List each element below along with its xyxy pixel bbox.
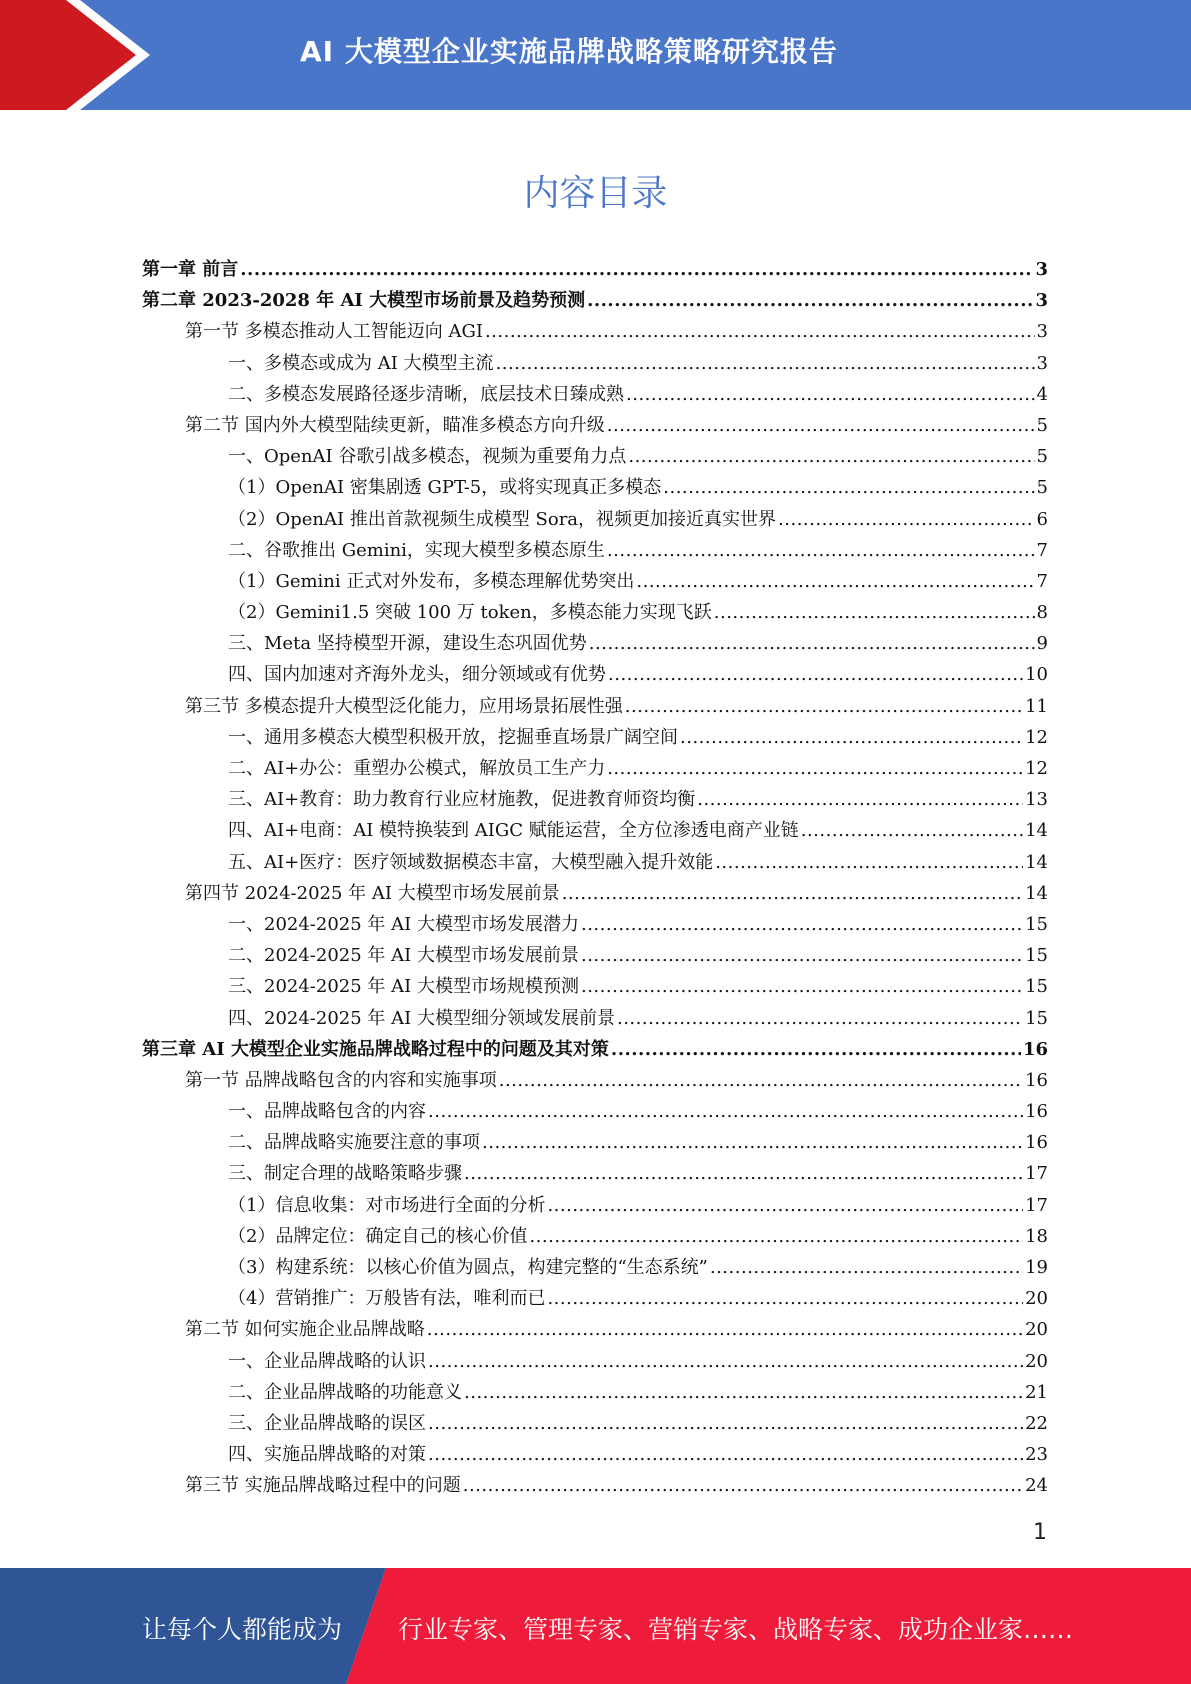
toc-entry[interactable] [142,535,1048,566]
toc-dot-leader [710,1252,1023,1283]
toc-entry-page: 16 [1025,1069,1048,1091]
toc-entry-page: 18 [1025,1225,1048,1247]
toc-entry[interactable] [142,254,1048,285]
toc-entry[interactable] [142,691,1048,722]
toc-entry-label: （1）Gemini 正式对外发布，多模态理解优势突出 [228,570,635,592]
toc-entry-page: 11 [1025,695,1048,717]
toc-dot-leader [428,1408,1023,1439]
toc-entry-label: 三、Meta 坚持模型开源，建设生态巩固优势 [228,633,587,655]
toc-entry[interactable] [142,410,1048,441]
toc-entry[interactable] [142,379,1048,410]
toc-dot-leader [636,566,1034,597]
toc-dot-leader [463,1470,1023,1501]
document-title: AI 大模型企业实施品牌战略策略研究报告 [300,35,838,68]
toc-dot-leader [778,504,1035,535]
toc-entry[interactable] [142,1314,1048,1345]
table-of-contents [142,254,1048,1502]
toc-entry-page: 7 [1036,570,1048,592]
toc-entry-label: 二、2024-2025 年 AI 大模型市场发展前景 [228,945,579,967]
toc-entry-label: 第二章 2023-2028 年 AI 大模型市场前景及趋势预测 [142,290,586,312]
toc-entry[interactable] [142,847,1048,878]
toc-dot-leader [485,316,1035,347]
toc-entry-page: 7 [1036,539,1048,561]
toc-entry-page: 20 [1025,1288,1048,1310]
toc-entry-page: 14 [1025,882,1048,904]
toc-dot-leader [581,940,1023,971]
toc-dot-leader [663,472,1034,503]
footer-band [0,1568,1191,1684]
toc-entry-label: 一、2024-2025 年 AI 大模型市场发展潜力 [228,913,579,935]
toc-entry[interactable] [142,285,1048,316]
toc-entry[interactable] [142,1377,1048,1408]
toc-dot-leader [464,1158,1023,1189]
toc-entry[interactable] [142,1252,1048,1283]
toc-entry-label: （3）构建系统：以核心价值为圆点，构建完整的“生态系统” [228,1257,708,1278]
toc-entry[interactable] [142,566,1048,597]
toc-entry-page: 13 [1025,789,1048,811]
toc-entry-label: （2）OpenAI 推出首款视频生成模型 Sora，视频更加接近真实世界 [228,508,777,530]
toc-entry-label: 一、品牌战略包含的内容 [228,1101,426,1123]
toc-entry[interactable] [142,628,1048,659]
page-number: 1 [1033,1520,1047,1545]
toc-entry-label: 第三章 AI 大模型企业实施品牌战略过程中的问题及其对策 [142,1038,609,1060]
toc-entry[interactable] [142,1034,1048,1065]
toc-entry-label: （1）信息收集：对市场进行全面的分析 [228,1194,546,1216]
toc-entry-label: 四、AI+电商：AI 模特换装到 AIGC 赋能运营，全方位渗透电商产业链 [228,820,799,842]
toc-dot-leader [581,971,1023,1002]
toc-entry-label: 五、AI+医疗：医疗领域数据模态丰富，大模型融入提升效能 [228,851,714,873]
toc-entry-label: 第一节 品牌战略包含的内容和实施事项 [185,1069,497,1091]
toc-entry-page: 17 [1025,1163,1048,1185]
toc-dot-leader [611,1034,1021,1065]
toc-entry[interactable] [142,1065,1048,1096]
toc-dot-leader [428,1096,1023,1127]
toc-entry-page: 24 [1025,1475,1048,1497]
toc-entry-page: 10 [1025,664,1048,686]
toc-entry-label: 一、通用多模态大模型积极开放，挖掘垂直场景广阔空间 [228,726,678,748]
toc-entry-label: 四、国内加速对齐海外龙头，细分领域或有优势 [228,664,606,686]
toc-entry-page: 14 [1025,851,1048,873]
toc-entry-label: 一、多模态或成为 AI 大模型主流 [228,352,494,374]
toc-dot-leader [428,1439,1023,1470]
toc-entry-page: 9 [1036,633,1048,655]
toc-entry-label: 三、制定合理的战略策略步骤 [228,1163,462,1185]
toc-entry-page: 5 [1036,477,1048,499]
toc-dot-leader [499,1065,1023,1096]
toc-dot-leader [547,1283,1023,1314]
toc-dot-leader [427,1314,1023,1345]
toc-entry[interactable] [142,1346,1048,1377]
toc-dot-leader [587,285,1033,316]
toc-dot-leader [547,1190,1023,1221]
toc-entry[interactable] [142,1003,1048,1034]
toc-entry-page: 3 [1035,259,1048,280]
toc-entry[interactable] [142,1127,1048,1158]
toc-dot-leader [589,628,1035,659]
toc-entry[interactable] [142,940,1048,971]
toc-entry-page: 15 [1025,976,1048,998]
toc-dot-leader [608,659,1023,690]
toc-entry-label: 第三节 实施品牌战略过程中的问题 [185,1475,461,1497]
toc-dot-leader [697,784,1023,815]
header-band [0,0,1191,110]
toc-dot-leader [581,909,1023,940]
toc-entry-page: 16 [1025,1101,1048,1123]
toc-entry-page: 16 [1025,1132,1048,1154]
toc-entry[interactable] [142,1439,1048,1470]
toc-dot-leader [529,1221,1023,1252]
toc-entry-label: 二、多模态发展路径逐步清晰，底层技术日臻成熟 [228,383,624,405]
toc-entry[interactable] [142,597,1048,628]
toc-entry-page: 5 [1036,446,1048,468]
toc-entry-page: 14 [1025,820,1048,842]
toc-entry[interactable] [142,1470,1048,1501]
toc-entry-page: 5 [1036,414,1048,436]
toc-dot-leader [562,878,1023,909]
toc-entry-page: 20 [1025,1319,1048,1341]
toc-entry-label: 三、2024-2025 年 AI 大模型市场规模预测 [228,976,579,998]
toc-entry-label: （1）OpenAI 密集剧透 GPT-5，或将实现真正多模态 [228,477,662,499]
toc-entry-label: 二、企业品牌战略的功能意义 [228,1381,462,1403]
toc-entry-label: 一、OpenAI 谷歌引战多模态，视频为重要角力点 [228,446,627,468]
toc-entry-label: 三、AI+教育：助力教育行业应材施教，促进教育师资均衡 [228,789,696,811]
toc-entry[interactable] [142,1221,1048,1252]
toc-entry-label: 第三节 多模态提升大模型泛化能力，应用场景拓展性强 [185,695,623,717]
toc-entry[interactable] [142,1408,1048,1439]
toc-entry-page: 21 [1025,1381,1048,1403]
toc-entry[interactable] [142,504,1048,535]
toc-entry-page: 12 [1025,726,1048,748]
toc-entry[interactable] [142,659,1048,690]
toc-entry-page: 20 [1025,1350,1048,1372]
toc-entry-page: 15 [1025,913,1048,935]
toc-entry-page: 22 [1025,1412,1048,1434]
toc-entry-label: 一、企业品牌战略的认识 [228,1350,426,1372]
toc-dot-leader [240,254,1033,285]
toc-entry-label: 二、品牌战略实施要注意的事项 [228,1132,480,1154]
toc-entry-label: （2）Gemini1.5 突破 100 万 token，多模态能力实现飞跃 [228,602,712,624]
toc-dot-leader [428,1346,1023,1377]
toc-entry[interactable] [142,878,1048,909]
toc-entry-label: 第四节 2024-2025 年 AI 大模型市场发展前景 [185,882,560,904]
toc-entry[interactable] [142,815,1048,846]
toc-entry[interactable] [142,472,1048,503]
toc-entry-page: 8 [1036,602,1048,624]
toc-entry-page: 16 [1022,1038,1048,1060]
toc-entry[interactable] [142,971,1048,1002]
toc-entry-label: （2）品牌定位：确定自己的核心价值 [228,1225,528,1247]
toc-entry[interactable] [142,348,1048,379]
toc-entry[interactable] [142,909,1048,940]
footer-slogan-right: 行业专家、管理专家、营销专家、战略专家、成功企业家…… [398,1615,1074,1644]
toc-entry-page: 3 [1035,290,1048,312]
toc-entry[interactable] [142,1158,1048,1189]
toc-entry-label: 三、企业品牌战略的误区 [228,1412,426,1434]
toc-dot-leader [714,597,1035,628]
toc-dot-leader [607,535,1035,566]
toc-dot-leader [680,722,1023,753]
toc-entry-label: 第二节 国内外大模型陆续更新，瞄准多模态方向升级 [185,414,605,436]
toc-heading: 内容目录 [523,173,668,214]
toc-entry-page: 6 [1036,508,1048,530]
toc-entry-page: 3 [1036,321,1048,343]
toc-dot-leader [715,847,1023,878]
toc-entry-page: 23 [1025,1444,1048,1466]
toc-entry-label: 四、2024-2025 年 AI 大模型细分领域发展前景 [228,1007,615,1029]
toc-dot-leader [625,691,1023,722]
toc-entry-page: 12 [1025,758,1048,779]
toc-dot-leader [617,1003,1023,1034]
toc-entry-label: 二、谷歌推出 Gemini，实现大模型多模态原生 [228,539,605,561]
toc-entry-label: （4）营销推广：万般皆有法，唯利而已 [228,1288,546,1310]
toc-entry-page: 4 [1036,383,1048,405]
toc-entry-page: 15 [1025,1007,1048,1029]
toc-dot-leader [607,410,1035,441]
toc-dot-leader [801,815,1023,846]
toc-entry-page: 17 [1025,1194,1048,1216]
toc-entry[interactable] [142,1190,1048,1221]
toc-entry[interactable] [142,316,1048,347]
toc-entry-label: 第二节 如何实施企业品牌战略 [185,1319,425,1341]
toc-dot-leader [496,348,1035,379]
toc-dot-leader [482,1127,1023,1158]
toc-dot-leader [607,753,1023,784]
toc-entry[interactable] [142,441,1048,472]
toc-entry-label: 第一章 前言 [142,259,239,280]
footer-slogan-left: 让每个人都能成为 [142,1615,343,1644]
toc-dot-leader [626,379,1035,410]
toc-entry-label: 四、实施品牌战略的对策 [228,1444,426,1466]
toc-entry-page: 19 [1025,1257,1048,1278]
toc-entry[interactable] [142,784,1048,815]
toc-entry[interactable] [142,753,1048,784]
toc-entry-page: 15 [1025,945,1048,967]
toc-dot-leader [464,1377,1023,1408]
toc-entry[interactable] [142,1283,1048,1314]
toc-entry-label: 二、AI+办公：重塑办公模式，解放员工生产力 [228,758,606,779]
toc-entry[interactable] [142,722,1048,753]
toc-dot-leader [628,441,1034,472]
toc-entry-label: 第一节 多模态推动人工智能迈向 AGI [185,321,483,343]
toc-entry-page: 3 [1036,352,1048,374]
toc-entry[interactable] [142,1096,1048,1127]
